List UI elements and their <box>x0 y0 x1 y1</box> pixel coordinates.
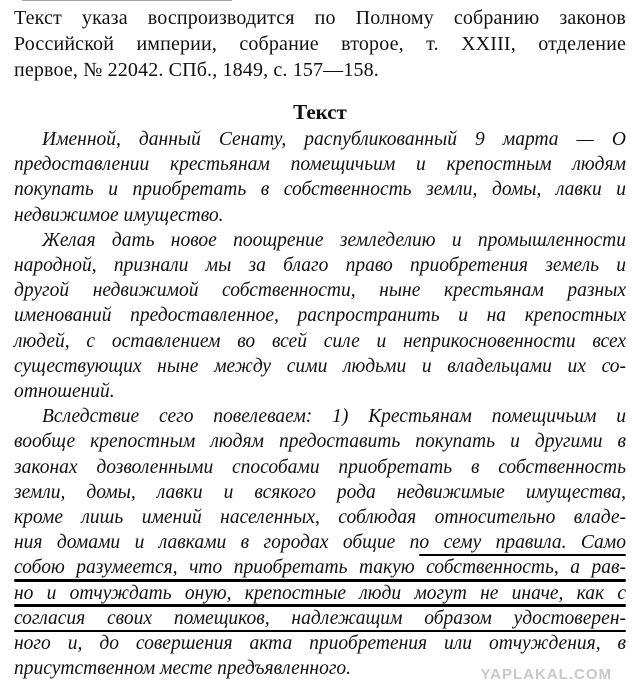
paragraph-line: другой недвижимой собственности, ныне крестьянам разных <box>14 280 626 302</box>
paragraph-line-text: ния домами и лавками в городах общие по сему правила. Само <box>14 532 626 554</box>
paragraph-line: Вследствие сего повелеваем: 1) Крестьянам помещичьим и <box>42 406 626 428</box>
document-page <box>14 0 626 681</box>
cropped-line-fragment <box>22 0 232 5</box>
hand-underline <box>14 630 626 633</box>
paragraph-line: существующих ныне между сими людьми и владельцами их со- <box>14 355 626 377</box>
source-line: Текст указа воспроизводится по Полному собранию законов <box>14 7 626 29</box>
preamble-paragraph <box>14 228 626 404</box>
source-line: первое, № 22042. СПб., 1849, с. 157—158. <box>14 59 379 81</box>
highlighted-line <box>14 530 626 555</box>
highlighted-line <box>14 606 626 631</box>
decree-heading-paragraph <box>14 127 626 228</box>
paragraph-line: покупать и приобретать в собственность земли, домы, лавки и <box>14 179 626 201</box>
paragraph-line: вообще крепостным людям предоставить покупать и другими в <box>14 431 626 453</box>
paragraph-line: людей, с оставлением во всей силе и неприкосновенности всех <box>14 330 626 352</box>
highlighted-line <box>14 581 626 606</box>
paragraph-line: народной, признали мы за благо право приобретения земель и <box>14 255 626 277</box>
section-title: Текст <box>293 100 347 124</box>
paragraph-line: Именной, данный Сенату, распубликованный 9 марта — О <box>42 129 626 150</box>
paragraph-line-text: но и отчуждать оную, крепостные люди могут не иначе, как с <box>14 582 626 604</box>
paragraph-line-text: согласия своих помещиков, надлежащим образом удостоверен- <box>14 607 626 629</box>
paragraph-line: отношений. <box>14 381 115 403</box>
paragraph-line: законах дозволенными способами приобретать в собственность <box>14 456 626 478</box>
highlighted-line <box>14 555 626 580</box>
source-note <box>14 5 626 83</box>
paragraph-line: кроме лишь имений населенных, соблюдая относительно владе- <box>14 507 626 529</box>
paragraph-line: ного и, до совершения акта приобретения или отчуждения, в <box>14 633 626 655</box>
paragraph-line: недвижимое имущество. <box>14 204 224 226</box>
paragraph-line: предоставлении крестьянам помещичьим и крепостным людям <box>14 154 626 176</box>
paragraph-line: присутственном месте предъявленного. <box>14 658 352 680</box>
decree-body-paragraph <box>14 404 626 681</box>
site-watermark: YAPLAKAL.COM <box>480 666 612 683</box>
paragraph-line-text: собою разумеется, что приобретать такую собственность, а рав- <box>14 557 626 579</box>
paragraph-line: земли, домы, лавки и всякого рода недвижимые имущества, <box>14 481 626 503</box>
paragraph-line: Желая дать новое поощрение земледелию и промышленности <box>42 229 626 251</box>
paragraph-line: именований предоставленное, распространить и на крепостных <box>14 305 626 327</box>
source-line: Российской империи, собрание второе, т. XXIII, отделение <box>14 33 626 55</box>
